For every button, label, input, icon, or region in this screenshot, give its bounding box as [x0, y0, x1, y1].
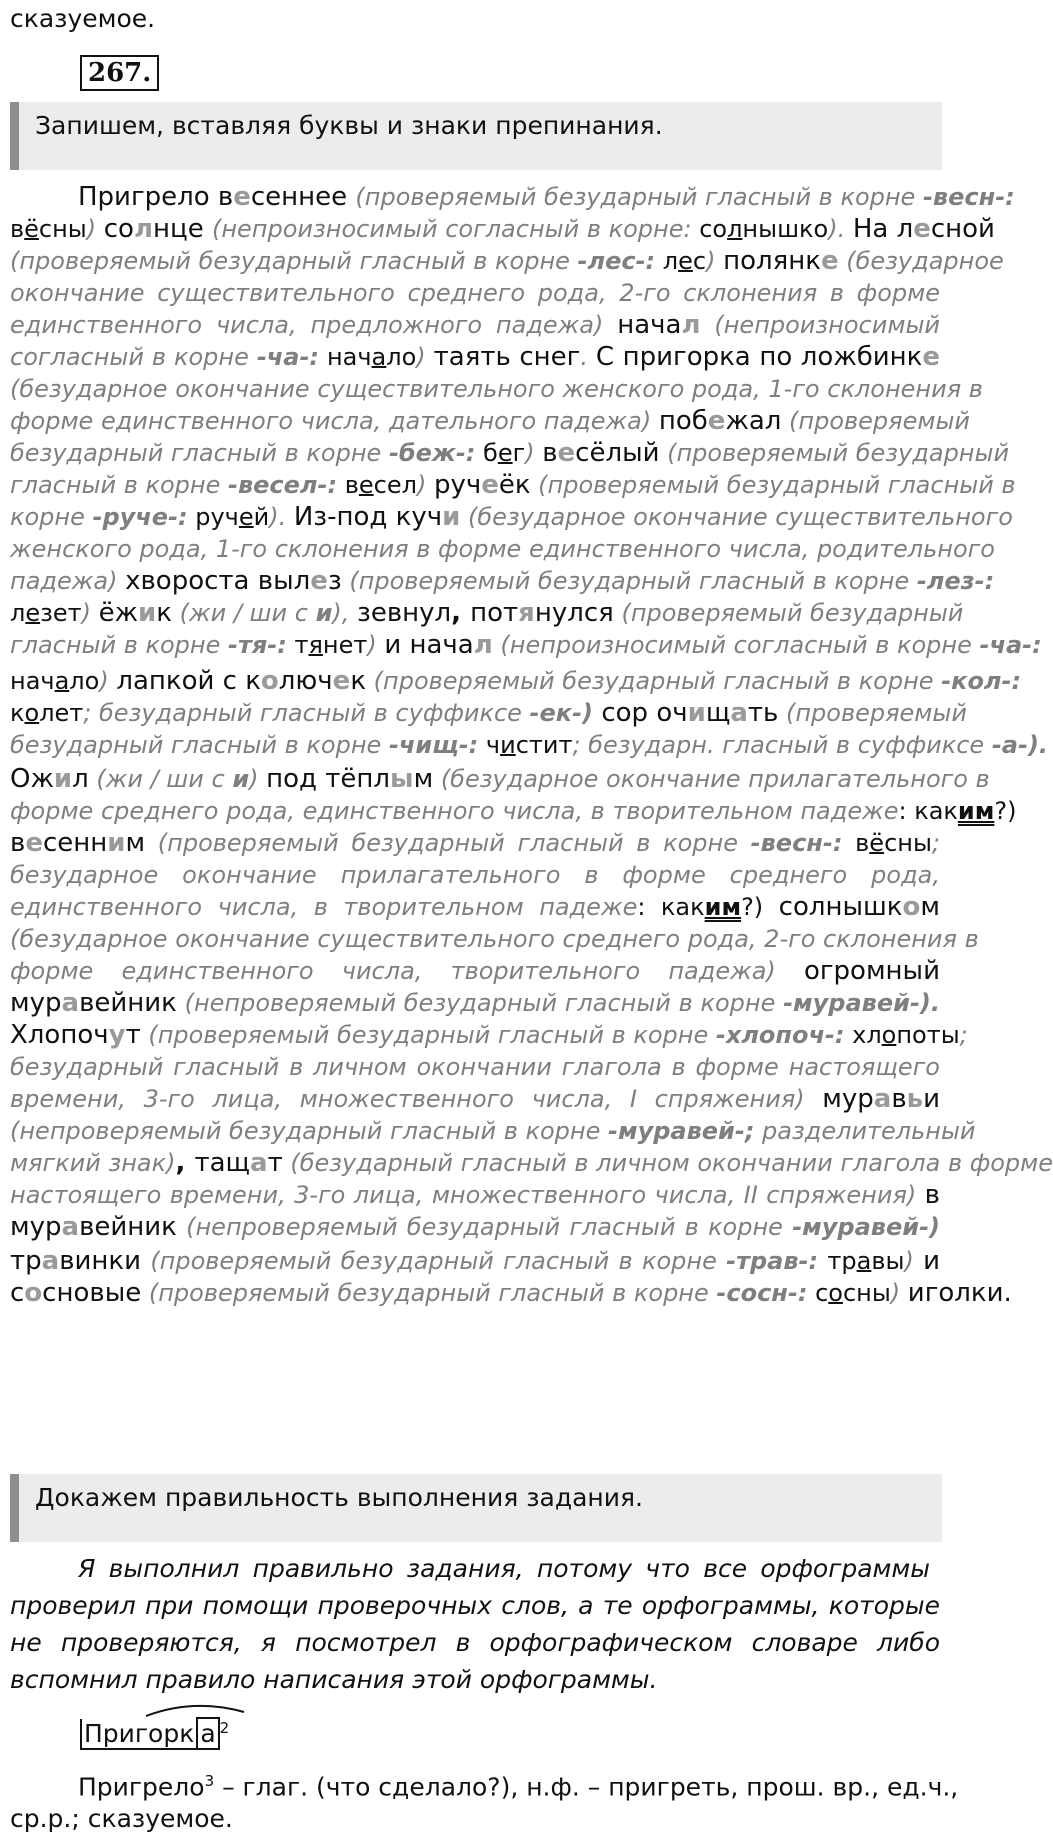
instruction-bar — [10, 1474, 942, 1542]
text-line: (непроверяемый безударный гласный в корне -муравей-; разделительный — [10, 1117, 976, 1145]
text-line: времени, 3-го лица, множественного числа, I спряжения) муравьи — [10, 1084, 940, 1114]
analysis-word: Пригрело — [78, 1772, 205, 1802]
text-line: единственного числа, в творительном падеже: каким?) солнышком — [10, 892, 940, 922]
text-line: форме единственного числа, дательного падежа) побежал (проверяемый — [10, 406, 971, 436]
text-line: (проверяемый безударный гласный в корне -лес-: лес) полянке (безударное — [10, 246, 1004, 276]
analysis-text: – глаг. (что сделало?), н.ф. – пригреть, прош. вр., ед.ч., — [214, 1772, 959, 1802]
text-line: безударное окончание прилагательного в форме среднего рода, — [10, 861, 940, 889]
root-arc — [144, 1702, 284, 1718]
text-line: единственного числа, предложного падежа) начал (непроизносимый — [10, 310, 940, 340]
text-line: травинки (проверяемый безударный гласный в корне -трав-: травы) и — [10, 1246, 940, 1276]
text-line: муравейник (непроверяемый безударный гласный в корне -муравей-). — [10, 988, 940, 1018]
word-stem: Пригорк — [80, 1719, 196, 1750]
text-line: сосновые (проверяемый безударный гласный в корне -сосн-: сосны) иголки. — [10, 1278, 1012, 1308]
parse-number: 2 — [219, 1719, 230, 1737]
text-line: Пригрело весеннее (проверяемый безударный гласный в корне -весн-: — [78, 182, 1015, 212]
text-line: (безударное окончание существительного среднего рода, 2-го склонения в — [10, 925, 979, 953]
text-line: вёсны) солнце (непроизносимый согласный в корне: солнышко). На лесной — [10, 214, 995, 244]
text-line: колет; безударный гласный в суффиксе -ек-) сор очищать (проверяемый — [10, 698, 967, 728]
text-line: форме единственного числа, творительного падежа) огромный — [10, 956, 940, 986]
text-line: Ожил (жи / ши с и) под тёплым (безударное окончание прилагательного в — [10, 764, 990, 794]
text-line: (безударное окончание существительного женского рода, 1-го склонения в — [10, 375, 983, 403]
analysis-line: ср.р.; сказуемое. — [10, 1804, 233, 1833]
conclusion-line: не проверяются, я посмотрел в орфографическом словаре либо — [10, 1628, 940, 1657]
instruction-text: Запишем, вставляя буквы и знаки препинания. — [35, 111, 663, 140]
text-line: гласный в корне -тя-: тянет) и начал (непроизносимый согласный в корне -ча-: — [10, 630, 1042, 660]
text-line: безударный гласный в корне -чищ-: чистит; безударн. гласный в суффиксе -а-). — [10, 731, 1049, 759]
text-line: окончание существительного среднего рода, 2-го склонения в форме — [10, 279, 940, 307]
text-line: весенним (проверяемый безударный гласный в корне -весн-: вёсны; — [10, 828, 940, 858]
conclusion-line: проверил при помощи проверочных слов, а те орфограммы, которые — [10, 1591, 940, 1620]
text-line: мягкий знак), тащат (безударный гласный в личном окончании глагола в форме — [10, 1148, 1053, 1178]
text-line: настоящего времени, 3-го лица, множественного числа, II спряжения) в — [10, 1180, 940, 1210]
text-line: согласный в корне -ча-: начало) таять снег. С пригорка по ложбинке — [10, 342, 941, 372]
text-line: начало) лапкой с колючек (проверяемый безударный гласный в корне -кол-: — [10, 666, 1022, 696]
exercise-number: 267. — [80, 55, 159, 91]
text-line: муравейник (непроверяемый безударный гласный в корне -муравей-) — [10, 1212, 940, 1242]
text-line: женского рода, 1-го склонения в форме единственного числа, родительного — [10, 535, 995, 563]
analysis-number: 3 — [204, 1772, 215, 1790]
conclusion-line: Я выполнил правильно задания, потому что все орфограммы — [78, 1554, 930, 1583]
text-line: падежа) хвороста вылез (проверяемый безударный гласный в корне -лез-: — [10, 566, 995, 596]
text-line: лезет) ёжик (жи / ши с и), зевнул, потянулся (проверяемый безударный — [10, 598, 964, 628]
text-line: безударный гласный в личном окончании глагола в форме настоящего — [10, 1053, 940, 1081]
word-parse — [80, 1712, 229, 1750]
instruction-bar — [10, 102, 942, 170]
text-line: корне -руче-: ручей). Из-под кучи (безударное окончание существительного — [10, 502, 1013, 532]
text-line: форме среднего рода, единственного числа, в творительном падеже: каким?) — [10, 797, 1017, 825]
text-line: гласный в корне -весел-: весел) ручеёк (проверяемый безударный гласный в — [10, 470, 1016, 500]
word-ending: а — [196, 1717, 219, 1750]
instruction-text: Докажем правильность выполнения задания. — [35, 1483, 644, 1512]
conclusion-line: вспомнил правило написания этой орфограммы. — [10, 1665, 658, 1694]
exercise-text — [10, 179, 1053, 1469]
text-line: безударный гласный в корне -беж-: бег) весёлый (проверяемый безударный — [10, 438, 1010, 468]
text-line: Хлопочут (проверяемый безударный гласный в корне -хлопоч-: хлопоты; — [10, 1020, 968, 1050]
previous-page-text: сказуемое. — [10, 4, 156, 33]
